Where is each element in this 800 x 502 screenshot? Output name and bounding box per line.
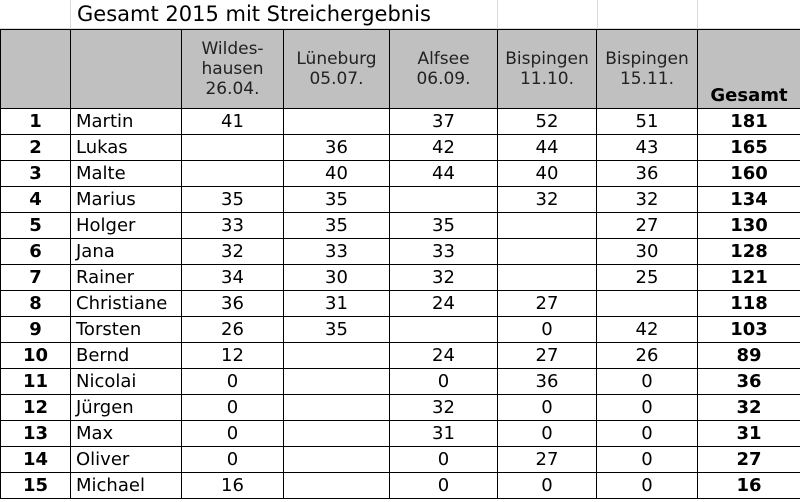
name-cell[interactable]: Malte [71,161,182,187]
rank-cell[interactable]: 13 [1,421,71,447]
name-cell[interactable]: Nicolai [71,369,182,395]
name-cell[interactable]: Martin [71,109,182,135]
rank-cell[interactable]: 6 [1,239,71,265]
score-cell[interactable]: 43 [597,135,698,161]
score-cell[interactable]: 27 [498,343,597,369]
total-cell[interactable]: 16 [698,473,800,499]
table-row [1,421,800,447]
event-date: 26.04. [205,79,260,99]
score-cell[interactable]: 44 [498,135,597,161]
score-cell[interactable]: 44 [390,161,498,187]
total-cell[interactable]: 121 [698,265,800,291]
score-cell[interactable]: 30 [284,265,390,291]
score-cell[interactable]: 27 [498,291,597,317]
score-cell[interactable]: 24 [390,291,498,317]
total-cell[interactable]: 181 [698,109,800,135]
score-cell[interactable]: 27 [597,213,698,239]
rank-cell[interactable]: 8 [1,291,71,317]
header-row [1,30,800,109]
score-cell[interactable]: 25 [597,265,698,291]
event-line: Bispingen [605,49,689,69]
score-cell[interactable]: 0 [390,447,498,473]
score-cell[interactable]: 0 [182,395,284,421]
score-cell[interactable] [390,317,498,343]
total-cell[interactable]: 118 [698,291,800,317]
name-cell[interactable]: Torsten [71,317,182,343]
table-row [1,265,800,291]
score-cell[interactable]: 37 [390,109,498,135]
score-cell[interactable]: 35 [390,213,498,239]
score-cell[interactable]: 36 [498,369,597,395]
name-cell[interactable]: Max [71,421,182,447]
header-name-cell[interactable] [71,30,182,109]
rank-cell[interactable]: 1 [1,109,71,135]
score-cell[interactable] [284,369,390,395]
total-cell[interactable]: 31 [698,421,800,447]
event-date: 05.07. [309,69,364,89]
score-cell[interactable] [182,135,284,161]
score-cell[interactable] [498,213,597,239]
event-line: Alfsee [417,49,470,69]
name-cell[interactable]: Michael [71,473,182,499]
score-cell[interactable]: 0 [498,473,597,499]
table-row [1,395,800,421]
table-row [1,369,800,395]
event-date: 06.09. [416,69,471,89]
score-cell[interactable]: 51 [597,109,698,135]
score-cell[interactable]: 16 [182,473,284,499]
name-cell[interactable]: Holger [71,213,182,239]
event-line: Lüneburg [296,49,377,69]
total-cell[interactable]: 27 [698,447,800,473]
score-cell[interactable]: 31 [284,291,390,317]
score-cell[interactable]: 0 [498,317,597,343]
score-cell[interactable]: 0 [597,395,698,421]
table-row [1,473,800,499]
score-cell[interactable]: 31 [390,421,498,447]
gridline [497,0,498,29]
score-cell[interactable]: 0 [390,473,498,499]
score-cell[interactable]: 33 [390,239,498,265]
score-cell[interactable]: 35 [284,213,390,239]
rank-cell[interactable]: 5 [1,213,71,239]
score-cell[interactable]: 36 [284,135,390,161]
score-cell[interactable]: 35 [182,187,284,213]
score-cell[interactable] [284,447,390,473]
header-event-1[interactable] [182,30,284,109]
score-cell[interactable]: 42 [597,317,698,343]
score-cell[interactable]: 52 [498,109,597,135]
table-row [1,447,800,473]
gridline [70,0,71,29]
total-cell[interactable]: 165 [698,135,800,161]
event-date: 11.10. [519,69,575,89]
table-row [1,239,800,265]
score-cell[interactable]: 34 [182,265,284,291]
score-cell[interactable] [498,239,597,265]
score-cell[interactable]: 26 [597,343,698,369]
score-cell[interactable]: 0 [182,421,284,447]
score-cell[interactable]: 0 [597,369,698,395]
rank-cell[interactable]: 10 [1,343,71,369]
score-cell[interactable]: 40 [284,161,390,187]
rank-cell[interactable]: 12 [1,395,71,421]
sheet-title: Gesamt 2015 mit Streichergebnis [77,2,431,26]
gridline [697,0,698,29]
name-cell[interactable]: Oliver [71,447,182,473]
table-row [1,135,800,161]
score-cell[interactable]: 12 [182,343,284,369]
score-cell[interactable]: 33 [182,213,284,239]
score-cell[interactable]: 30 [597,239,698,265]
name-cell[interactable]: Lukas [71,135,182,161]
rank-cell[interactable]: 3 [1,161,71,187]
score-cell[interactable] [284,421,390,447]
rank-cell[interactable]: 11 [1,369,71,395]
score-cell[interactable]: 24 [390,343,498,369]
header-total[interactable]: Gesamt [698,30,800,109]
table-row [1,317,800,343]
name-cell[interactable]: Jürgen [71,395,182,421]
total-cell[interactable]: 130 [698,213,800,239]
score-cell[interactable]: 0 [498,421,597,447]
total-cell[interactable]: 160 [698,161,800,187]
table-row [1,213,800,239]
name-cell[interactable]: Rainer [71,265,182,291]
score-cell[interactable] [182,161,284,187]
header-event-3[interactable] [390,30,498,109]
total-cell[interactable]: 32 [698,395,800,421]
score-cell[interactable] [498,265,597,291]
header-event-4[interactable] [498,30,597,109]
score-cell[interactable]: 32 [182,239,284,265]
total-cell[interactable]: 36 [698,369,800,395]
title-row [0,0,800,29]
score-cell[interactable] [597,291,698,317]
score-cell[interactable]: 36 [597,161,698,187]
header-event-5[interactable] [597,30,698,109]
score-cell[interactable]: 0 [182,369,284,395]
event-line: Bispingen [505,49,589,69]
score-cell[interactable]: 32 [498,187,597,213]
name-cell[interactable]: Jana [71,239,182,265]
results-table [0,29,800,499]
rank-cell[interactable]: 7 [1,265,71,291]
score-cell[interactable]: 35 [284,187,390,213]
table-row [1,343,800,369]
event-line: Wildes- [201,39,264,59]
table-row [1,161,800,187]
rank-cell[interactable]: 4 [1,187,71,213]
total-cell[interactable]: 134 [698,187,800,213]
score-cell[interactable]: 36 [182,291,284,317]
table-row [1,109,800,135]
score-cell[interactable] [390,187,498,213]
name-cell[interactable]: Marius [71,187,182,213]
score-cell[interactable]: 41 [182,109,284,135]
score-cell[interactable]: 27 [498,447,597,473]
table-row [1,291,800,317]
score-cell[interactable]: 32 [597,187,698,213]
score-cell[interactable]: 42 [390,135,498,161]
score-cell[interactable]: 0 [597,421,698,447]
score-cell[interactable]: 26 [182,317,284,343]
score-cell[interactable] [284,473,390,499]
event-date: 15.11. [619,69,675,89]
table-row [1,187,800,213]
score-cell[interactable] [284,109,390,135]
rank-cell[interactable]: 2 [1,135,71,161]
score-cell[interactable]: 0 [498,395,597,421]
score-cell[interactable]: 40 [498,161,597,187]
rank-cell[interactable]: 15 [1,473,71,499]
score-cell[interactable] [284,343,390,369]
score-cell[interactable]: 0 [390,369,498,395]
score-cell[interactable]: 0 [597,473,698,499]
score-cell[interactable]: 0 [597,447,698,473]
header-rank-cell[interactable] [1,30,71,109]
score-cell[interactable]: 32 [390,395,498,421]
score-cell[interactable]: 35 [284,317,390,343]
score-cell[interactable]: 32 [390,265,498,291]
event-line: hausen [201,59,264,79]
name-cell[interactable]: Bernd [71,343,182,369]
score-cell[interactable]: 0 [182,447,284,473]
rank-cell[interactable]: 14 [1,447,71,473]
total-cell[interactable]: 89 [698,343,800,369]
gridline [597,0,598,29]
score-cell[interactable]: 33 [284,239,390,265]
name-cell[interactable]: Christiane [71,291,182,317]
header-event-2[interactable] [284,30,390,109]
rank-cell[interactable]: 9 [1,317,71,343]
score-cell[interactable] [284,395,390,421]
total-cell[interactable]: 128 [698,239,800,265]
total-cell[interactable]: 103 [698,317,800,343]
